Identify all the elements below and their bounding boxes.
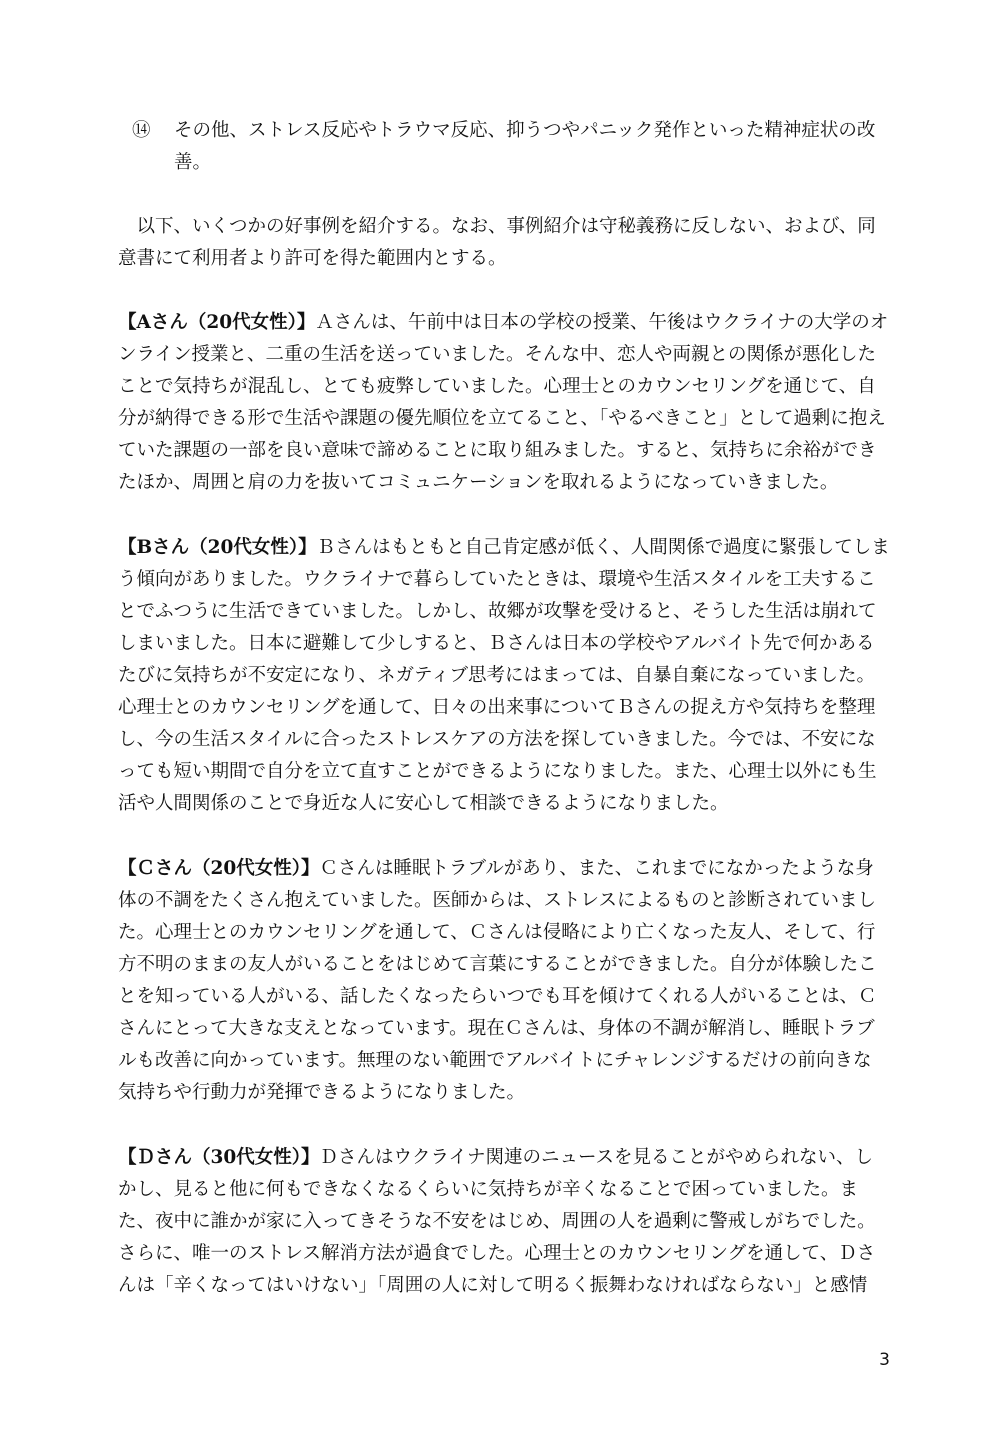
case-c-heading: 【Ｃさん（20代女性）】	[118, 858, 320, 879]
intro-paragraph: 以下、いくつかの好事例を紹介する。なお、事例紹介は守秘義務に反しない、および、同意書にて利用者より許可を得た範囲内とする。	[118, 216, 876, 269]
list-item-14	[118, 115, 890, 179]
case-a-heading: 【Aさん（20代女性）】	[118, 312, 316, 333]
case-d-paragraph	[118, 1142, 890, 1302]
case-a-paragraph	[118, 307, 890, 499]
list-item-number: ⑭	[132, 120, 151, 141]
list-item-text: その他、ストレス反応やトラウマ反応、抑うつやパニック発作といった精神症状の改善。	[174, 120, 876, 173]
case-d-heading: 【Ｄさん（30代女性）】	[118, 1147, 320, 1168]
case-b-paragraph	[118, 532, 890, 820]
case-b-text: Ｂさんはもともと自己肯定感が低く、人間関係で過度に緊張してしまう傾向がありました。ウクライナで暮らしていたときは、環境や生活スタイルを工夫することでふつうに生活できていました。しかし、故郷が攻撃を受けると、そうした生活は崩れてしまいました。日本に避難して少しすると、Ｂさんは日本の学校やアルバイト先で何かあるたびに気持ちが不安定になり、ネガティブ思考にはまっては、自暴自棄になっていました。心理士とのカウンセリングを通して、日々の出来事についてＢさんの捉え方や気持ちを整理し、今の生活スタイルに合ったストレスケアの方法を探していきました。今では、不安になっても短い期間で自分を立て直すことができるようになりました。また、心理士以外にも生活や人間関係のことで身近な人に安心して相談できるようになりました。	[118, 537, 890, 814]
page-number: 3	[879, 1350, 890, 1370]
case-a-text: Ａさんは、午前中は日本の学校の授業、午後はウクライナの大学のオンライン授業と、二重の生活を送っていました。そんな中、恋人や両親との関係が悪化したことで気持ちが混乱し、とても疲弊していました。心理士とのカウンセリングを通じて、自分が納得できる形で生活や課題の優先順位を立てること、「やるべきこと」として過剰に抱えていた課題の一部を良い意味で諦めることに取り組みました。すると、気持ちに余裕ができたほか、周囲と肩の力を抜いてコミュニケーションを取れるようになっていきました。	[118, 312, 889, 493]
case-c-text: Ｃさんは睡眠トラブルがあり、また、これまでになかったような身体の不調をたくさん抱えていました。医師からは、ストレスによるものと診断されていました。心理士とのカウンセリングを通して、Ｃさんは侵略により亡くなった友人、そして、行方不明のままの友人がいることをはじめて言葉にすることができました。自分が体験したことを知っている人がいる、話したくなったらいつでも耳を傾けてくれる人がいることは、Ｃさんにとって大きな支えとなっています。現在Ｃさんは、身体の不調が解消し、睡眠トラブルも改善に向かっています。無理のない範囲でアルバイトにチャレンジするだけの前向きな気持ちや行動力が発揮できるようになりました。	[118, 858, 877, 1103]
case-d-text: Ｄさんはウクライナ関連のニュースを見ることがやめられない、しかし、見ると他に何もできなくなるくらいに気持ちが辛くなることで困っていました。また、夜中に誰かが家に入ってきそうな不安をはじめ、周囲の人を過剰に警戒しがちでした。さらに、唯一のストレス解消方法が過食でした。心理士とのカウンセリングを通して、Ｄさんは「辛くなってはいけない」「周囲の人に対して明るく振舞わなければならない」と感情	[118, 1147, 876, 1296]
case-b-heading: 【Bさん（20代女性）】	[118, 537, 317, 558]
case-c-paragraph	[118, 853, 890, 1109]
